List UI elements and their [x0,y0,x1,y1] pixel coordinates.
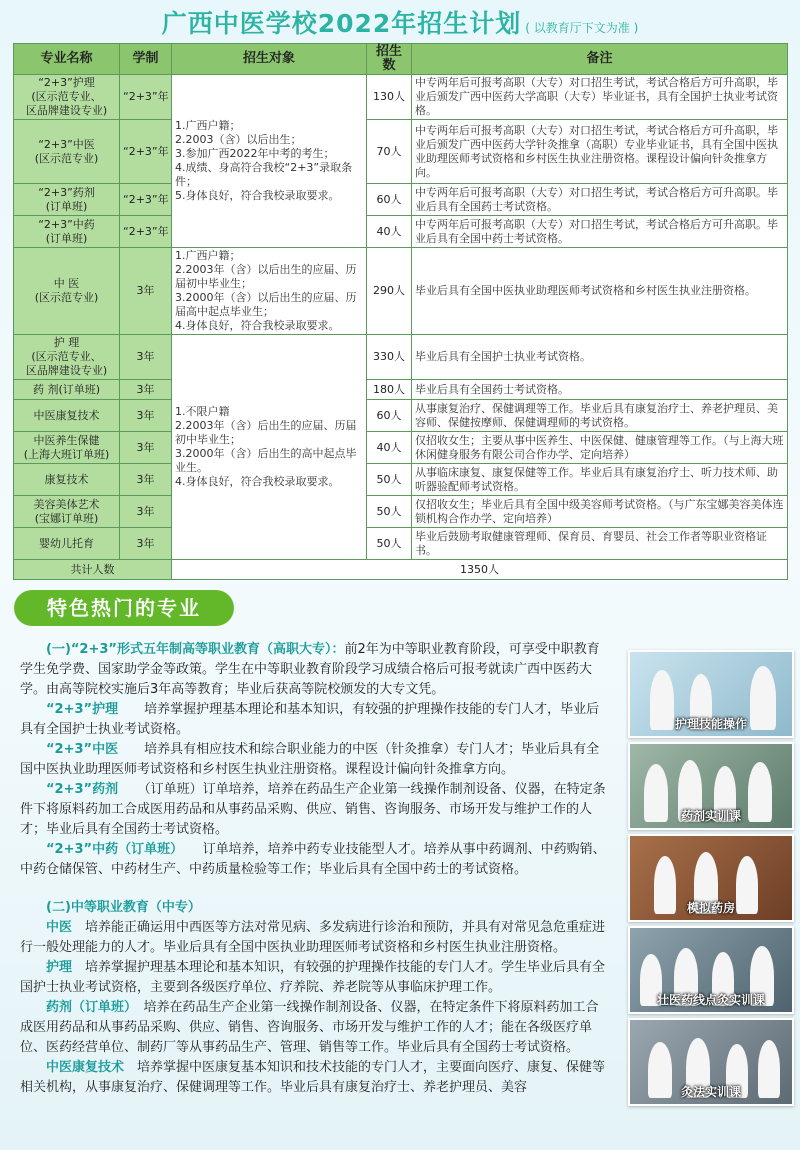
note: 毕业后具有全国护士执业考试资格。 [412,335,788,380]
photo-zhuang-medicine [628,926,794,1014]
photo-caption: 壮医药线点灸实训课 [656,993,765,1007]
header-count: 招生数 [367,44,412,75]
table-row [14,184,788,216]
header-major: 专业名称 [14,44,120,75]
count: 40人 [367,216,412,248]
years: 3年 [120,380,172,400]
photo-mock-pharmacy [628,834,794,922]
major-title: “2+3”药剂 [46,782,119,797]
major-text: 培养掌握护理基本理论和基本知识，有较强的护理操作技能的专门人才，毕业后具有全国护士执业考试资格。 [20,702,600,737]
major-title: “2+3”护理 [46,702,119,717]
note: 中专两年后可报考高职（大专）对口招生考试，考试合格后方可升高职，毕业后颁发广西中医药大学高职（大专）毕业证书，具有全国护士执业考试资格。 [412,75,788,120]
count: 180人 [367,380,412,400]
photo-moxibustion [628,1018,794,1106]
major-title: 护理 [46,960,73,975]
years: 3年 [120,335,172,380]
major-name: “2+3”中医 (区示范专业) [14,120,120,184]
total-value: 1350人 [172,560,788,580]
header-target: 招生对象 [172,44,367,75]
count: 60人 [367,184,412,216]
photo-caption: 模拟药房 [686,901,735,915]
table-header-row [14,44,788,75]
major-title: “2+3”中药（订单班） [46,842,177,857]
major-name: “2+3”药剂 (订单班) [14,184,120,216]
major-name: 康复技术 [14,464,120,496]
paragraph [20,780,608,840]
table-row [14,400,788,432]
table-total-row [14,560,788,580]
years: 3年 [120,432,172,464]
years: “2+3”年 [120,184,172,216]
paragraph [20,958,608,998]
count: 70人 [367,120,412,184]
photo-pharmacy [628,742,794,830]
major-name: 美容美体艺术 (宝娜订单班) [14,496,120,528]
table-row [14,464,788,496]
count: 50人 [367,528,412,560]
photo-caption: 药剂实训课 [680,809,741,823]
major-text: 培养掌握护理基本理论和基本知识，有较强的护理操作技能的专门人才。学生毕业后具有全国护士执业考试资格，主要到各级医疗单位、疗养院、养老院等从事临床护理工作。 [20,960,606,995]
paragraph [20,740,608,780]
years: 3年 [120,400,172,432]
photo-caption: 灸法实训课 [680,1085,741,1099]
table-row [14,380,788,400]
paragraph [20,700,608,740]
paragraph [20,840,608,880]
note: 毕业后鼓励考取健康管理师、保育员、育婴员、社会工作者等职业资格证书。 [412,528,788,560]
note: 仅招收女生；毕业后具有全国中级美容师考试资格。（与广东宝娜美容美体连锁机构合作办学、定向培养） [412,496,788,528]
header [0,4,800,40]
page-subtitle: ( 以教育厅下文为准 ) [525,21,639,35]
major-title: “2+3”中医 [46,742,119,757]
count: 50人 [367,496,412,528]
note: 毕业后具有全国药士考试资格。 [412,380,788,400]
total-label: 共计人数 [14,560,172,580]
major-text: 培养在药品生产企业第一线操作制剂设备、仪器，在特定条件下将原料药加工合成医用药品和从事药品采购、供应、销售、咨询服务、市场开发与维护工作的人才；能在各级医疗单位、医药经营单位、制药厂等从事药品生产、管理、销售等工作。毕业后具有全国药士考试资格。 [20,1000,599,1055]
intro-title: (一)“2+3”形式五年制高等职业教育（高职大专）： [46,642,345,657]
count: 290人 [367,248,412,335]
header-note: 备注 [412,44,788,75]
table-row [14,75,788,120]
table-row [14,528,788,560]
table-row [14,335,788,380]
major-title: 药剂（订单班） [46,1000,131,1015]
note: 从事临床康复、康复保健等工作。毕业后具有康复治疗士、听力技术师、助听器验配师考试资格。 [412,464,788,496]
majors-description [20,640,608,1098]
header-years: 学制 [120,44,172,75]
sub-heading: (二)中等职业教育（中专） [46,900,201,915]
major-text: 培养具有相应技术和综合职业能力的中医（针灸推拿）专门人才；毕业后具有全国中医执业助理医师考试资格和乡村医生执业注册资格。课程设计偏向针灸推拿方向。 [20,742,600,777]
paragraph [20,918,608,958]
intro-text: 前2年为中等职业教育阶段，可享受中职教育学生免学费、国家助学金等政策。学生在中等职业教育阶段学习成绩合格后可报考就读广西中医药大学。由高等院校实施后3年高等教育；毕业后获高等院校颁发的大专文凭。 [20,642,600,697]
photo-caption: 护理技能操作 [674,717,747,731]
paragraph [20,1058,608,1098]
years: 3年 [120,248,172,335]
major-title: 中医康复技术 [46,1060,125,1075]
count: 40人 [367,432,412,464]
major-text: 培养掌握中医康复基本知识和技术技能的专门人才，主要面向医疗、康复、保健等相关机构，从事康复治疗、保健调理等工作。毕业后具有康复治疗士、养老护理员、美容 [20,1060,606,1095]
target-group-3: 1.不限户籍 2.2003年（含）后出生的应届、历届初中毕业生； 3.2000年（含）后出生的高中起点毕业生。 4.身体良好，符合我校录取要求。 [172,335,367,560]
table-row [14,432,788,464]
years: 3年 [120,528,172,560]
note: 中专两年后可报考高职（大专）对口招生考试，考试合格后方可升高职，毕业后颁发广西中医药大学针灸推拿（高职）专业毕业证书，具有全国中医执业助理医师考试资格和乡村医生执业注册资格。课程设计偏向针灸推拿方向。 [412,120,788,184]
target-group-1: 1.广西户籍； 2.2003（含）以后出生； 3.参加广西2022年中考的考生； 4.成绩、身高符合我校“2+3”录取条件； 5.身体良好，符合我校录取要求。 [172,75,367,248]
intro-paragraph [20,640,608,700]
note: 仅招收女生；主要从事中医养生、中医保健、健康管理等工作。（与上海大班休闲健身服务有限公司合作办学、定向培养） [412,432,788,464]
section-heading: 特色热门的专业 [14,590,234,626]
major-name: 药 剂(订单班) [14,380,120,400]
major-text: 订单培养，培养中药专业技能型人才。培养从事中药调剂、中药购销、中药仓储保管、中药材生产、中药质量检验等工作；毕业后具有全国中药士的考试资格。 [20,842,606,877]
major-name: 中医养生保健 (上海大班订单班) [14,432,120,464]
table-row [14,496,788,528]
note: 从事康复治疗、保健调理等工作。毕业后具有康复治疗士、养老护理员、美容师、保健按摩师、保健调理师的考试资格。 [412,400,788,432]
years: “2+3”年 [120,216,172,248]
major-text: （订单班）订单培养，培养在药品生产企业第一线操作制剂设备、仪器，在特定条件下将原料药加工合成医用药品和从事药品采购、供应、销售、咨询服务、市场开发与维护工作的人才；毕业后具有全国药士考试资格。 [20,782,606,837]
major-name: 中医康复技术 [14,400,120,432]
count: 130人 [367,75,412,120]
major-name: 中 医 (区示范专业) [14,248,120,335]
major-name: “2+3”护理 (区示范专业、 区品牌建设专业) [14,75,120,120]
years: 3年 [120,496,172,528]
major-name: 护 理 (区示范专业、 区品牌建设专业) [14,335,120,380]
major-text: 培养能正确运用中西医等方法对常见病、多发病进行诊治和预防，并具有对常见急危重症进行一般处理能力的人才。毕业后具有全国中医执业助理医师考试资格和乡村医生执业注册资格。 [20,920,606,955]
note: 中专两年后可报考高职（大专）对口招生考试，考试合格后方可升高职。毕业后具有全国药士考试资格。 [412,184,788,216]
enrollment-table [13,43,788,580]
page-title: 广西中医学校2022年招生计划 [161,9,522,38]
paragraph [20,998,608,1058]
table-row [14,248,788,335]
note: 毕业后具有全国中医执业助理医师考试资格和乡村医生执业注册资格。 [412,248,788,335]
major-name: “2+3”中药 (订单班) [14,216,120,248]
target-group-2: 1.广西户籍； 2.2003年（含）以后出生的应届、历届初中毕业生； 3.2000年（含）以后出生的应届、历届高中起点毕业生； 4.身体良好，符合我校录取要求。 [172,248,367,335]
years: 3年 [120,464,172,496]
table-row [14,216,788,248]
count: 60人 [367,400,412,432]
count: 330人 [367,335,412,380]
major-name: 婴幼儿托育 [14,528,120,560]
years: “2+3”年 [120,120,172,184]
count: 50人 [367,464,412,496]
table-row [14,120,788,184]
photo-nursing [628,650,794,738]
major-title: 中医 [46,920,73,935]
years: “2+3”年 [120,75,172,120]
note: 中专两年后可报考高职（大专）对口招生考试，考试合格后方可升高职。毕业后具有全国中药士考试资格。 [412,216,788,248]
